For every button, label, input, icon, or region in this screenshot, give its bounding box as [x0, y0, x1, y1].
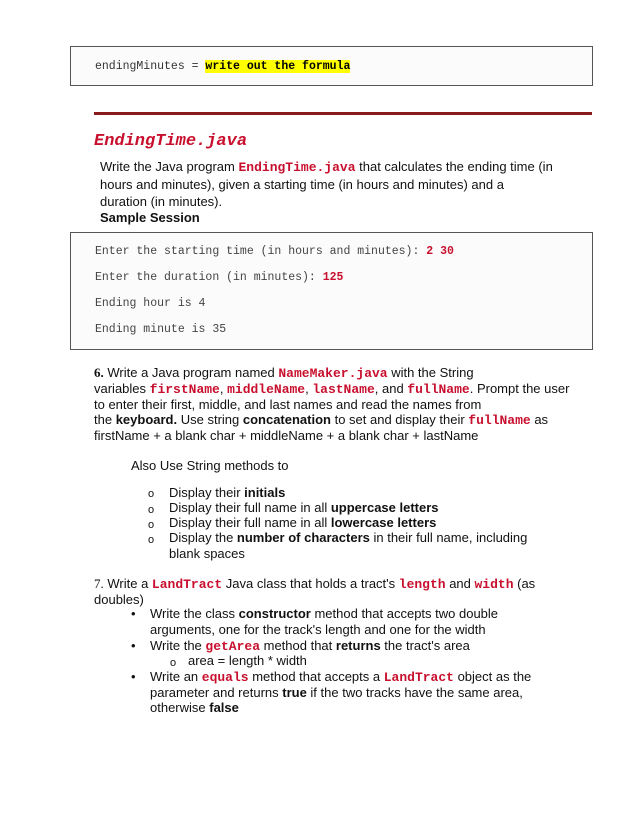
q6-line-5: firstName + a blank char + middleName + a blank char + lastName	[94, 428, 479, 443]
q7-bullet-constructor: Write the class constructor method that accepts two double	[150, 606, 499, 621]
bullet-icon: •	[131, 669, 136, 684]
session-line-3: Ending hour is 4	[95, 297, 206, 310]
section-divider	[94, 112, 592, 115]
q7-area-formula: area = length * width	[188, 653, 307, 668]
q6-file-name: NameMaker.java	[278, 366, 388, 381]
bullet-circle-icon: o	[170, 657, 177, 669]
q7-bullet-equals-line3: otherwise false	[150, 700, 239, 715]
q7-line-2: doubles)	[94, 592, 144, 607]
q6-line-4: the keyboard. Use string concatenation to set and display their fullName as	[94, 412, 549, 428]
q6-item-initials: Display their initials	[169, 485, 286, 500]
bullet-circle-icon: o	[148, 488, 155, 500]
desc-line-3: duration (in minutes).	[100, 194, 223, 209]
bullet-icon: •	[131, 606, 136, 621]
code-box-sample-session	[70, 232, 593, 350]
q7-bullet-equals-line2: parameter and returns true if the two tracks have the same area,	[150, 685, 523, 700]
q6-line-1: 6. Write a Java program named NameMaker.java with the String	[94, 365, 474, 381]
code-line-ending-minutes	[95, 60, 350, 73]
session-line-2: Enter the duration (in minutes): 125	[95, 271, 344, 284]
highlighted-placeholder: write out the formula	[205, 60, 351, 73]
q6-number: 6.	[94, 365, 104, 380]
bullet-circle-icon: o	[148, 504, 155, 516]
session-line-1: Enter the starting time (in hours and minutes): 2 30	[95, 245, 454, 258]
bullet-icon: •	[131, 638, 136, 653]
q6-also: Also Use String methods to	[131, 458, 289, 473]
q6-item-lowercase: Display their full name in all lowercase letters	[169, 515, 437, 530]
session-line-4: Ending minute is 35	[95, 323, 227, 336]
q6-item-char-count-line2: blank spaces	[169, 546, 245, 561]
q7-line-1: 7. Write a LandTract Java class that holds a tract's length and width (as	[94, 576, 536, 592]
code-box-formula	[70, 46, 593, 86]
q7-bullet-constructor-line2: arguments, one for the track's length and one for the width	[150, 622, 486, 637]
section-title: EndingTime.java	[94, 132, 248, 151]
code-variable: endingMinutes =	[95, 60, 206, 73]
q6-item-uppercase: Display their full name in all uppercase letters	[169, 500, 439, 515]
desc-line-1: Write the Java program EndingTime.java that calculates the ending time (in	[100, 159, 553, 175]
section-description	[100, 158, 590, 210]
q6-line-2: variables firstName, middleName, lastName, and fullName. Prompt the user	[94, 381, 570, 397]
session-input-1: 2 30	[426, 245, 454, 258]
desc-line-2: hours and minutes), given a starting time (in hours and minutes) and a	[100, 177, 504, 192]
q7-bullet-equals: Write an equals method that accepts a LandTract object as the	[150, 669, 532, 685]
desc-file-name: EndingTime.java	[238, 160, 356, 175]
bullet-circle-icon: o	[148, 519, 155, 531]
session-input-2: 125	[322, 271, 344, 284]
bullet-circle-icon: o	[148, 534, 155, 546]
q6-item-char-count: Display the number of characters in their full name, including	[169, 530, 528, 545]
q7-number: 7.	[94, 576, 104, 591]
q6-line-3: to enter their first, middle, and last names and read the names from	[94, 397, 482, 412]
q7-class-name: LandTract	[151, 577, 223, 592]
q7-bullet-getarea: Write the getArea method that returns the tract's area	[150, 638, 470, 654]
sample-session-heading: Sample Session	[100, 210, 200, 225]
